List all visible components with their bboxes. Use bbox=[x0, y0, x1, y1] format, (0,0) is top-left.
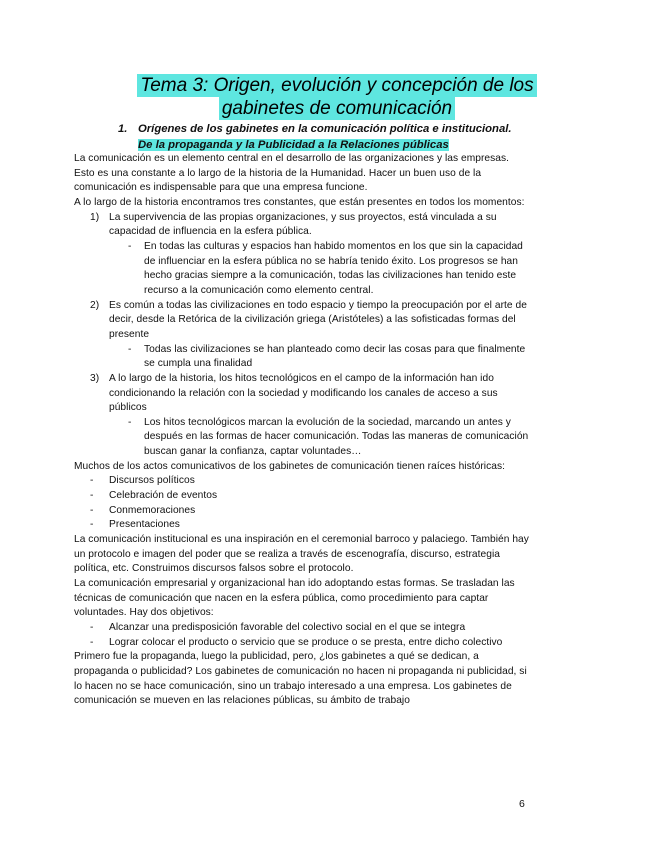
page-title bbox=[74, 74, 600, 120]
list-item bbox=[74, 372, 529, 416]
dash-bullet: - bbox=[90, 504, 94, 516]
list-item bbox=[74, 489, 529, 504]
dash-bullet: - bbox=[90, 519, 94, 531]
list-item bbox=[74, 474, 529, 489]
dash-bullet: - bbox=[90, 622, 94, 633]
dash-bullet: - bbox=[90, 636, 94, 648]
paragraph-final: Primero fue la propaganda, luego la publicidad, pero, ¿los gabinetes a qué se dedican, a propaganda o publicidad? Los gabinetes de comunicación no hacen ni propaganda ni publicidad, si lo hacen no se hace comunicación, sino un trabajo interesado a una empresa. Los gabinetes de comunicación se mueven en las relaciones públicas, su ámbito de trabajo bbox=[74, 651, 527, 707]
sub-list-item-text: En todas las culturas y espacios han habido momentos en los que sin la capacidad de influenciar en la esfera pública no se habría tenido éxito. Los progresos se han hecho gracias siempre a la comunicación, todas las civilizaciones han tenido este recurso a la comunicación como elemento central. bbox=[144, 240, 523, 296]
page-number: 6 bbox=[519, 798, 525, 810]
paragraph-business: La comunicación empresarial y organizacional han ido adoptando estas formas. Se trasladan las técnicas de comunicación que nacen en la esfera pública, como procedimiento para captar voluntades. Hay dos objetivos: bbox=[74, 578, 515, 619]
sub-list-item-text: Todas las civilizaciones se han planteado como decir las cosas para que finalmente se cumpla una finalidad bbox=[144, 343, 526, 370]
list-item bbox=[74, 504, 529, 519]
list-item bbox=[74, 211, 529, 240]
list-item-text: Lograr colocar el producto o servicio que se produce o se presta, entre dicho colectivo bbox=[109, 636, 503, 648]
list-item-text: Discursos políticos bbox=[109, 475, 195, 487]
list-number: 2) bbox=[90, 299, 100, 311]
list-item-text: A lo largo de la historia, los hitos tecnológicos en el campo de la información han ido condicionando la relación con la sociedad y modificando los canales de acceso a sus públicos bbox=[109, 372, 498, 414]
paragraph-institutional: La comunicación institucional es una inspiración en el ceremonial barroco y palaciego. También hay un protocolo e imagen del poder que se realiza a través de escenografía, discurso, estrategia política, etc. Construimos discursos falsos sobre el protocolo. bbox=[74, 534, 529, 575]
sub-list-item bbox=[74, 240, 529, 299]
list-item bbox=[74, 636, 529, 651]
sub-list-item bbox=[74, 416, 529, 460]
sub-list-item bbox=[74, 343, 529, 372]
dash-bullet: - bbox=[90, 475, 94, 487]
list-number: 1) bbox=[90, 211, 100, 223]
list-item-text: Es común a todas las civilizaciones en todo espacio y tiempo la preocupación por el arte de decir, desde la Retórica de la civilización griega (Aristóteles) a las sofisticadas formas del presente bbox=[109, 299, 527, 340]
dash-bullet: - bbox=[128, 240, 132, 252]
sub-list-item-text: Los hitos tecnológicos marcan la evolución de la sociedad, marcando un antes y después en las formas de hacer comunicación. Todas las maneras de comunicación buscan ganar la confianza, captar voluntades… bbox=[144, 416, 529, 458]
section-heading-line-2: De la propaganda y la Publicidad a la Relaciones públicas bbox=[138, 139, 449, 151]
list-item-text: Celebración de eventos bbox=[109, 490, 218, 502]
section-number: 1. bbox=[118, 123, 128, 135]
list-item bbox=[74, 518, 529, 533]
list-item-text: Presentaciones bbox=[109, 519, 180, 531]
list-item-text: Alcanzar una predisposición favorable del colectivo social en el que se integra bbox=[109, 622, 466, 633]
list-number: 3) bbox=[90, 372, 100, 384]
paragraph-intro-1: La comunicación es un elemento central en el desarrollo de las organizaciones y las empresas. Esto es una constante a lo largo de la historia de la Humanidad. Hacer un buen uso de la comunicación es indispensable para que una empresa funcione. bbox=[74, 153, 510, 194]
dash-bullet: - bbox=[128, 343, 132, 355]
section-heading-line-1: Orígenes de los gabinetes en la comunicación política e institucional. bbox=[138, 123, 512, 135]
list-item bbox=[74, 299, 529, 343]
list-item-text: La supervivencia de las propias organizaciones, y sus proyectos, está vinculada a su capacidad de influencia en la esfera pública. bbox=[109, 211, 497, 238]
section-heading bbox=[120, 121, 550, 153]
paragraph-roots-intro: Muchos de los actos comunicativos de los gabinetes de comunicación tienen raíces históricas: bbox=[74, 460, 506, 472]
dash-bullet: - bbox=[90, 490, 94, 502]
document-body bbox=[74, 152, 529, 709]
dash-bullet: - bbox=[128, 416, 132, 428]
title-line-2: gabinetes de comunicación bbox=[219, 97, 455, 120]
paragraph-intro-2: A lo largo de la historia encontramos tres constantes, que están presentes en todos los momentos: bbox=[74, 196, 525, 208]
title-line-1: Tema 3: Origen, evolución y concepción de los bbox=[137, 74, 536, 97]
list-item-text: Conmemoraciones bbox=[109, 504, 196, 516]
list-item bbox=[74, 621, 529, 636]
